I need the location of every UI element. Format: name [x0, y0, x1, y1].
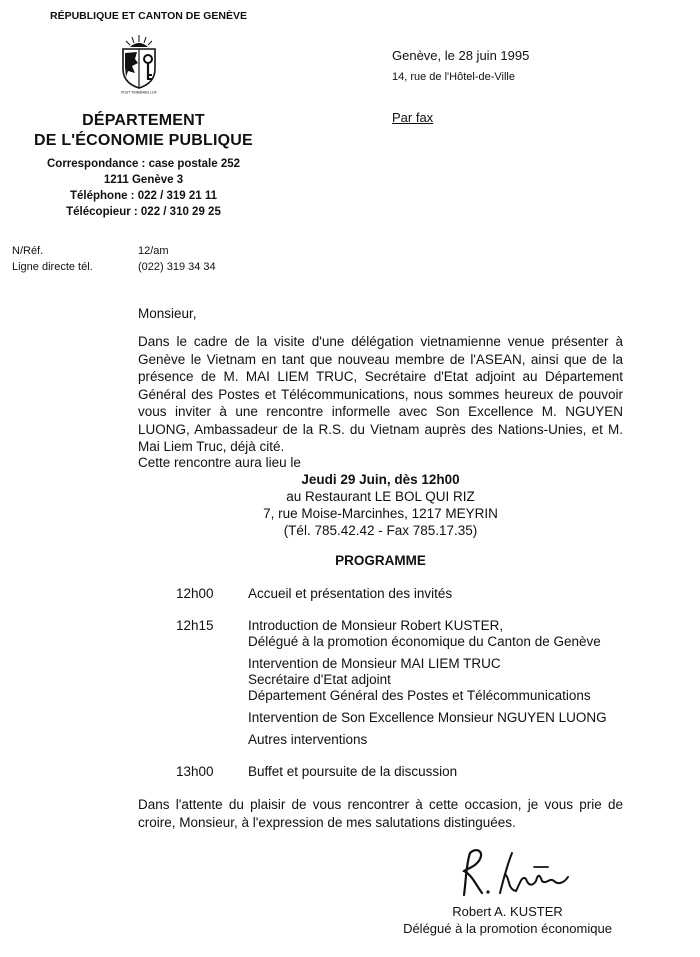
city-line: 1211 Genève 3: [103, 174, 184, 186]
nref-label: N/Réf.: [12, 245, 44, 257]
telephone-line: Téléphone : 022 / 319 21 11: [69, 190, 218, 202]
letter-date: Genève, le 28 juin 1995: [392, 48, 530, 63]
delivery-method: Par fax: [392, 110, 434, 125]
programme-time: 13h00: [176, 764, 214, 779]
venue-contact: (Tél. 785.42.42 - Fax 785.17.35): [283, 523, 478, 538]
programme-item: Délégué à la promotion économique du Canton de Genève: [248, 634, 601, 649]
direct-line-value: (022) 319 34 34: [138, 261, 216, 273]
programme-item: Introduction de Monsieur Robert KUSTER,: [248, 618, 504, 633]
nref-value: 12/am: [138, 245, 169, 257]
department-title-line1: DÉPARTEMENT: [82, 112, 205, 129]
programme-item: Intervention de Son Excellence Monsieur NGUYEN LUONG: [248, 710, 607, 725]
geneva-crest-icon: [118, 33, 160, 95]
programme-item: Département Général des Postes et Télécommunications: [248, 688, 591, 703]
event-date: Jeudi 29 Juin, dès 12h00: [301, 472, 460, 487]
handwritten-signature: [450, 845, 580, 900]
telecopieur-line: Télécopieur : 022 / 310 29 25: [66, 206, 221, 218]
programme-time: 12h15: [176, 618, 214, 633]
programme-item: Buffet et poursuite de la discussion: [248, 764, 458, 779]
signatory-title: Délégué à la promotion économique: [403, 921, 612, 936]
programme-title: PROGRAMME: [335, 553, 426, 568]
programme-item: Accueil et présentation des invités: [248, 586, 453, 601]
programme-item: Secrétaire d'Etat adjoint: [248, 672, 391, 687]
venue-address: 7, rue Moise-Marcinhes, 1217 MEYRIN: [263, 506, 498, 521]
meeting-intro: Cette rencontre aura lieu le: [138, 455, 301, 470]
programme-item: Autres interventions: [248, 732, 368, 747]
direct-line-label: Ligne directe tél.: [12, 261, 93, 273]
department-title-line2: DE L'ÉCONOMIE PUBLIQUE: [34, 132, 253, 149]
event-venue: au Restaurant LE BOL QUI RIZ: [286, 489, 475, 504]
correspondance-line: Correspondance : case postale 252: [46, 158, 241, 170]
salutation: Monsieur,: [138, 306, 197, 321]
intro-paragraph: Dans le cadre de la visite d'une délégation vietnamienne venue présenter à Genève le Vietnam en tant que nouveau membre de l'ASEAN, ainsi que de la présence de M. MAI LIEM TRUC, Secrétaire d'Etat adjoint au Département Général des Postes et Télécommunications, nous sommes heureux de pouvoir vous inviter à une rencontre informelle avec Son Excellence M. NGUYEN LUONG, Ambassadeur de la R.S. du Vietnam auprès des Nations-Unies, et M. Mai Liem Truc, déjà cité.: [138, 334, 623, 454]
programme-time: 12h00: [176, 586, 214, 601]
sender-address: 14, rue de l'Hôtel-de-Ville: [392, 71, 515, 83]
programme-item: Intervention de Monsieur MAI LIEM TRUC: [248, 656, 501, 671]
closing-paragraph: Dans l'attente du plaisir de vous rencontrer à cette occasion, je vous prie de croire, Monsieur, à l'expression de mes salutations distinguées.: [138, 797, 623, 830]
crest-motto: POST TENEBRAS LUX: [121, 90, 157, 95]
signatory-name: Robert A. KUSTER: [452, 904, 563, 919]
republic-heading: RÉPUBLIQUE ET CANTON DE GENÈVE: [50, 10, 247, 22]
